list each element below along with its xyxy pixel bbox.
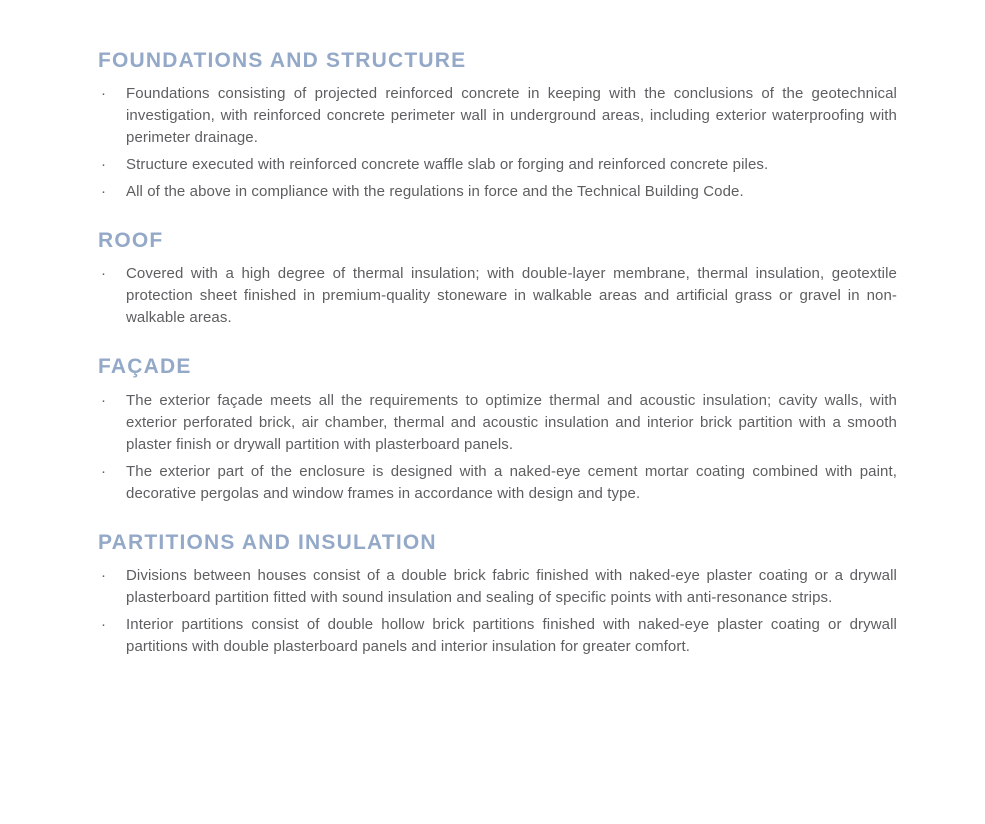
list-item xyxy=(98,154,897,176)
bullet-text: Divisions between houses consist of a double brick fabric finished with naked-eye plaster coating or a drywall plasterboard partition fitted with sound insulation and sealing of specific points with anti-resonance strips. xyxy=(126,566,897,606)
bullet-dot-icon: · xyxy=(101,615,106,633)
list-item xyxy=(98,83,897,149)
bullet-dot-icon: · xyxy=(101,462,106,480)
bullet-dot-icon: · xyxy=(101,391,106,409)
section-partitions-and-insulation xyxy=(98,530,897,658)
section-heading: FOUNDATIONS AND STRUCTURE xyxy=(98,49,467,72)
section-foundations-and-structure xyxy=(98,48,897,203)
list-item xyxy=(98,565,897,609)
section-heading: FAÇADE xyxy=(98,355,192,379)
bullet-list xyxy=(98,83,897,203)
bullet-dot-icon: · xyxy=(101,566,106,584)
bullet-list xyxy=(98,565,897,658)
bullet-dot-icon: · xyxy=(101,85,106,103)
bullet-dot-icon: · xyxy=(101,156,106,174)
list-item xyxy=(98,390,897,456)
bullet-list xyxy=(98,263,897,329)
section-facade xyxy=(98,354,897,504)
section-heading: ROOF xyxy=(98,229,164,253)
bullet-dot-icon: · xyxy=(101,183,106,201)
bullet-text: Structure executed with reinforced concrete waffle slab or forging and reinforced concrete piles. xyxy=(126,156,769,174)
bullet-dot-icon: · xyxy=(101,265,106,283)
list-item xyxy=(98,181,897,203)
bullet-text: All of the above in compliance with the regulations in force and the Technical Building Code. xyxy=(126,183,744,201)
bullet-list xyxy=(98,390,897,505)
bullet-text: The exterior façade meets all the requirements to optimize thermal and acoustic insulation; cavity walls, with exterior perforated brick, air chamber, thermal and acoustic insulation and interior brick partition with a smooth plaster finish or drywall partition with plasterboard panels. xyxy=(126,391,897,453)
section-heading: PARTITIONS AND INSULATION xyxy=(98,530,437,554)
section-roof xyxy=(98,228,897,329)
bullet-text: The exterior part of the enclosure is designed with a naked-eye cement mortar coating combined with paint, decorative pergolas and window frames in accordance with design and type. xyxy=(126,462,897,502)
list-item xyxy=(98,614,897,658)
list-item xyxy=(98,263,897,329)
list-item xyxy=(98,461,897,505)
bullet-text: Covered with a high degree of thermal insulation; with double-layer membrane, thermal insulation, geotextile protection sheet finished in premium-quality stoneware in walkable areas and artificial grass or gravel in non-walkable areas. xyxy=(126,265,897,327)
bullet-text: Foundations consisting of projected reinforced concrete in keeping with the conclusions of the geotechnical investigation, with reinforced concrete perimeter wall in underground areas, including exterior waterproofing with perimeter drainage. xyxy=(126,85,897,147)
bullet-text: Interior partitions consist of double hollow brick partitions finished with naked-eye plaster coating or drywall partitions with double plasterboard panels and interior insulation for greater comfort. xyxy=(126,615,897,655)
